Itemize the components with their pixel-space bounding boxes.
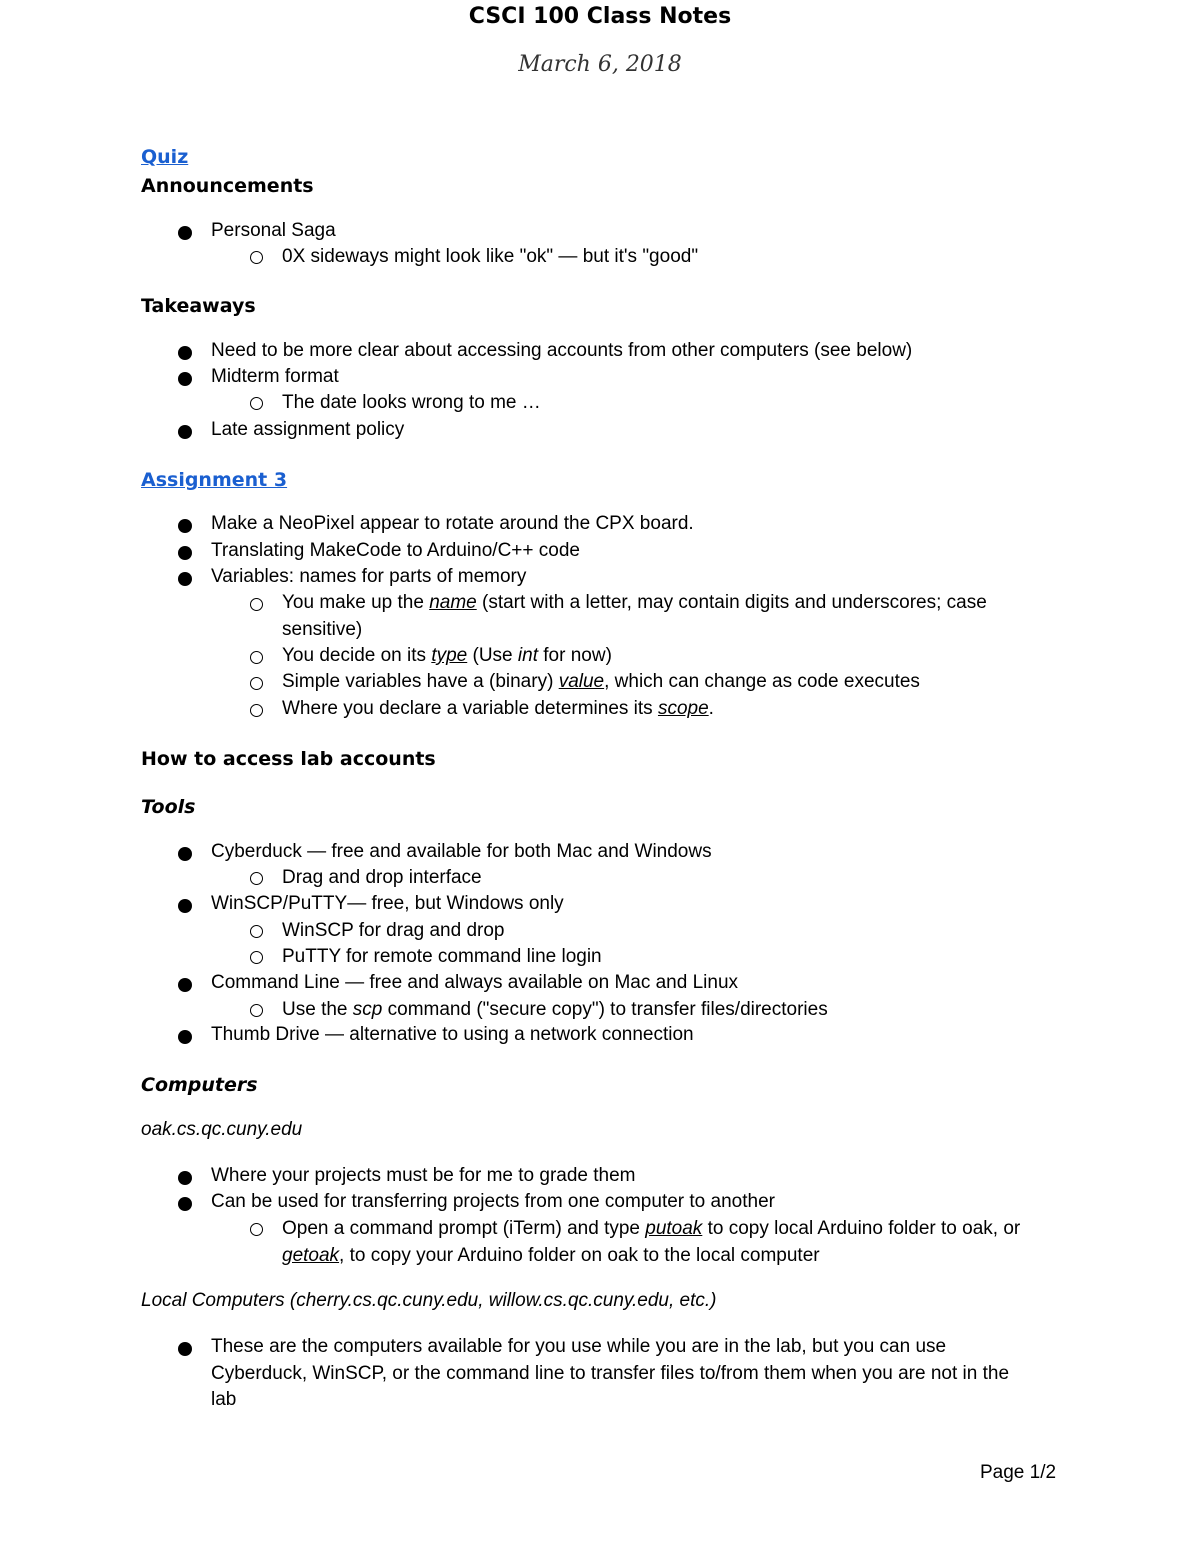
text: You decide on its: [282, 645, 432, 666]
quiz-link[interactable]: Quiz: [141, 146, 189, 168]
term-int: int: [517, 645, 538, 666]
term-scope: scope: [657, 698, 709, 719]
list-item: 0X sideways might look like "ok" — but it's "good": [282, 246, 699, 267]
list-item: Need to be more clear about accessing accounts from other computers (see below): [211, 340, 913, 361]
circle-bullet-icon: [250, 598, 263, 611]
bullet-icon: [178, 978, 192, 992]
assignment-3-link[interactable]: Assignment 3: [141, 469, 288, 491]
text: Open a command prompt (iTerm) and type: [282, 1218, 646, 1239]
bullet-icon: [178, 346, 192, 360]
list-item-continuation: lab: [211, 1389, 237, 1410]
list-item: Cyberduck — free and available for both Mac and Windows: [211, 841, 712, 862]
circle-bullet-icon: [250, 1223, 263, 1236]
circle-bullet-icon: [250, 251, 263, 264]
local-computers-heading: Local Computers (cherry.cs.qc.cuny.edu, willow.cs.qc.cuny.edu, etc.): [141, 1290, 717, 1311]
list-item: [282, 696, 714, 722]
term-scp: scp: [352, 999, 383, 1020]
bullet-icon: [178, 372, 192, 386]
lab-accounts-heading: How to access lab accounts: [141, 748, 436, 770]
document-date: March 6, 2018: [518, 52, 682, 77]
list-item: [282, 590, 987, 616]
list-item: [282, 643, 612, 669]
term-putoak: putoak: [645, 1218, 703, 1239]
circle-bullet-icon: [250, 925, 263, 938]
text: (Use: [467, 645, 518, 666]
bullet-icon: [178, 519, 192, 533]
text: Use the: [282, 999, 353, 1020]
text: .: [708, 698, 714, 719]
list-item: The date looks wrong to me …: [282, 392, 541, 413]
text: Where you declare a variable determines its: [282, 698, 658, 719]
list-item-continuation: sensitive): [282, 619, 363, 640]
computers-heading: Computers: [141, 1074, 258, 1096]
text: command ("secure copy") to transfer files/directories: [382, 999, 828, 1020]
list-item: [282, 669, 920, 695]
term-type: type: [431, 645, 468, 666]
bullet-icon: [178, 226, 192, 240]
list-item: [282, 997, 828, 1023]
list-item: Variables: names for parts of memory: [211, 566, 527, 587]
list-item: PuTTY for remote command line login: [282, 946, 602, 967]
text: to copy local Arduino folder to oak, or: [702, 1218, 1021, 1239]
circle-bullet-icon: [250, 677, 263, 690]
list-item: Command Line — free and always available on Mac and Linux: [211, 972, 739, 993]
list-item: Personal Saga: [211, 220, 336, 241]
announcements-heading: Announcements: [141, 175, 314, 197]
text: , which can change as code executes: [604, 671, 920, 692]
list-item: Midterm format: [211, 366, 339, 387]
bullet-icon: [178, 425, 192, 439]
list-item-continuation: [282, 1243, 820, 1269]
term-value: value: [558, 671, 605, 692]
bullet-icon: [178, 1171, 192, 1185]
list-item: Can be used for transferring projects from one computer to another: [211, 1191, 775, 1212]
circle-bullet-icon: [250, 651, 263, 664]
list-item-continuation: Cyberduck, WinSCP, or the command line to transfer files to/from them when you are not in the: [211, 1363, 1010, 1384]
oak-hostname: oak.cs.qc.cuny.edu: [141, 1119, 303, 1140]
takeaways-heading: Takeaways: [141, 295, 256, 317]
circle-bullet-icon: [250, 872, 263, 885]
list-item: [282, 1216, 1020, 1242]
list-item: WinSCP for drag and drop: [282, 920, 505, 941]
text: , to copy your Arduino folder on oak to the local computer: [339, 1245, 820, 1266]
circle-bullet-icon: [250, 704, 263, 717]
list-item: WinSCP/PuTTY— free, but Windows only: [211, 893, 564, 914]
document-title: CSCI 100 Class Notes: [468, 4, 732, 29]
list-item: Make a NeoPixel appear to rotate around the CPX board.: [211, 513, 694, 534]
bullet-icon: [178, 572, 192, 586]
term-name: name: [429, 592, 477, 613]
list-item: These are the computers available for you use while you are in the lab, but you can use: [211, 1336, 947, 1357]
bullet-icon: [178, 1030, 192, 1044]
list-item: Translating MakeCode to Arduino/C++ code: [211, 540, 580, 561]
text: for now): [538, 645, 612, 666]
circle-bullet-icon: [250, 951, 263, 964]
text: Simple variables have a (binary): [282, 671, 559, 692]
tools-heading: Tools: [141, 796, 196, 818]
circle-bullet-icon: [250, 1004, 263, 1017]
list-item: Where your projects must be for me to grade them: [211, 1165, 636, 1186]
term-getoak: getoak: [282, 1245, 340, 1266]
bullet-icon: [178, 899, 192, 913]
list-item: Late assignment policy: [211, 419, 405, 440]
list-item: Drag and drop interface: [282, 867, 482, 888]
page-number: Page 1/2: [980, 1462, 1057, 1483]
text: (start with a letter, may contain digits and underscores; case: [476, 592, 987, 613]
text: You make up the: [282, 592, 430, 613]
bullet-icon: [178, 546, 192, 560]
bullet-icon: [178, 1342, 192, 1356]
bullet-icon: [178, 847, 192, 861]
circle-bullet-icon: [250, 397, 263, 410]
list-item: Thumb Drive — alternative to using a network connection: [211, 1024, 694, 1045]
bullet-icon: [178, 1197, 192, 1211]
